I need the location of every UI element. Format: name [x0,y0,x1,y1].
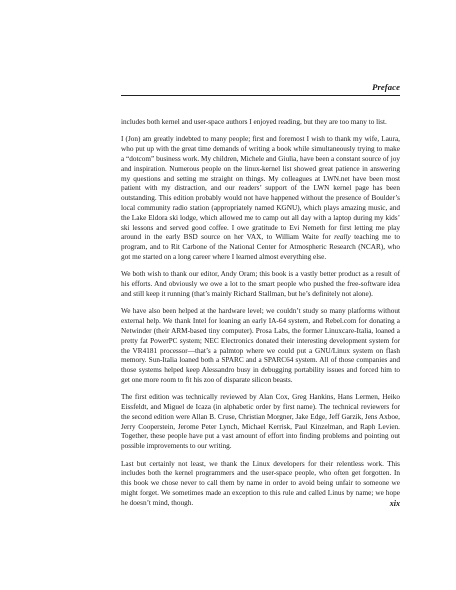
page-number: xix [389,499,400,508]
paragraph-jon-thanks-text: I (Jon) am greatly indebted to many people; first and foremost I wish to thank my wife, Laura, who put up with the great time demands of writing a book while simultaneously trying to make a “dotcom” business work. My children, Michele and Giulia, have been a constant source of joy and inspiration. Numerous people on the linux-kernel list showed great patience in answering my questions and setting me straight on things. My colleagues at LWN.net have been most patient with my distraction, and our readers’ support of the LWN kernel page has been outstanding. This edition probably would not have happened without the presence of Boulder’s local community radio station (appropriately named KGNU), which plays amazing music, and the Lake Eldora ski lodge, which allowed me to camp out all day with a laptop during my kids’ ski lessons and served good coffee. I owe gratitude to Evi Nemeth for first letting me play around in the early BSD source on her VAX, to William Waite for [121,135,400,242]
paragraph-editor-thanks: We both wish to thank our editor, Andy Oram; this book is a vastly better product as a result of his efforts. And obviously we owe a lot to the smart people who pushed the free-software idea and still keep it running (that’s mainly Richard Stallman, but he’s definitely not alone). [121,270,400,298]
paragraph-continuation: includes both kernel and user-space authors I enjoyed reading, but they are too many to list. [121,118,387,126]
emphasis-really: really [334,233,351,242]
paragraph-hardware-thanks: We have also been helped at the hardware level; we couldn’t study so many platforms without external help. We thank Intel for loaning an early IA-64 system, and Rebel.com for donating a Netwinder (their ARM-based tiny computer). Prosa Labs, the former Linuxcare-Italia, loaned a pretty fat PowerPC system; NEC Electronics donated their interesting development system for the VR4181 processor—that’s a palmtop where we could put a GNU/Linux system on flash memory. Sun-Italia loaned both a SPARC and a SPARC64 system. All of those companies and those systems helped keep Alessandro busy in debugging portability issues and forced him to get one more room to fit his zoo of disparate silicon beasts. [121,307,400,384]
running-header-title: Preface [372,82,400,92]
paragraph-linux-developers: Last but certainly not least, we thank the Linux developers for their relentless work. This includes both the kernel programmers and the user-space people, who often get forgotten. In this book we chose never to call them by name in order to avoid being unfair to someone we might forget. We sometimes made an exception to this rule and called Linus by name; we hope he doesn’t mind, though. [121,459,400,507]
header-rule [121,95,400,96]
paragraph-jon-thanks-tail: teaching me to program, and to Rit Carbone of the National Center for Atmospheric Research (NCAR), who got me started on a long career where I learned almost everything else. [121,233,400,261]
body-text [121,118,400,516]
paragraph-jon-thanks [121,135,400,262]
paragraph-reviewers: The first edition was technically reviewed by Alan Cox, Greg Hankins, Hans Lermen, Heiko Eissfeldt, and Miguel de Icaza (in alphabetic order by first name). The technical reviewers for the second edition were Allan B. Cruse, Christian Morgner, Jake Edge, Jeff Garzik, Jens Axboe, Jerry Cooperstein, Jerome Peter Lynch, Michael Kerrisk, Paul Kinzelman, and Raph Levien. Together, these people have put a vast amount of effort into finding problems and pointing out possible improvements to our writing. [121,393,400,451]
